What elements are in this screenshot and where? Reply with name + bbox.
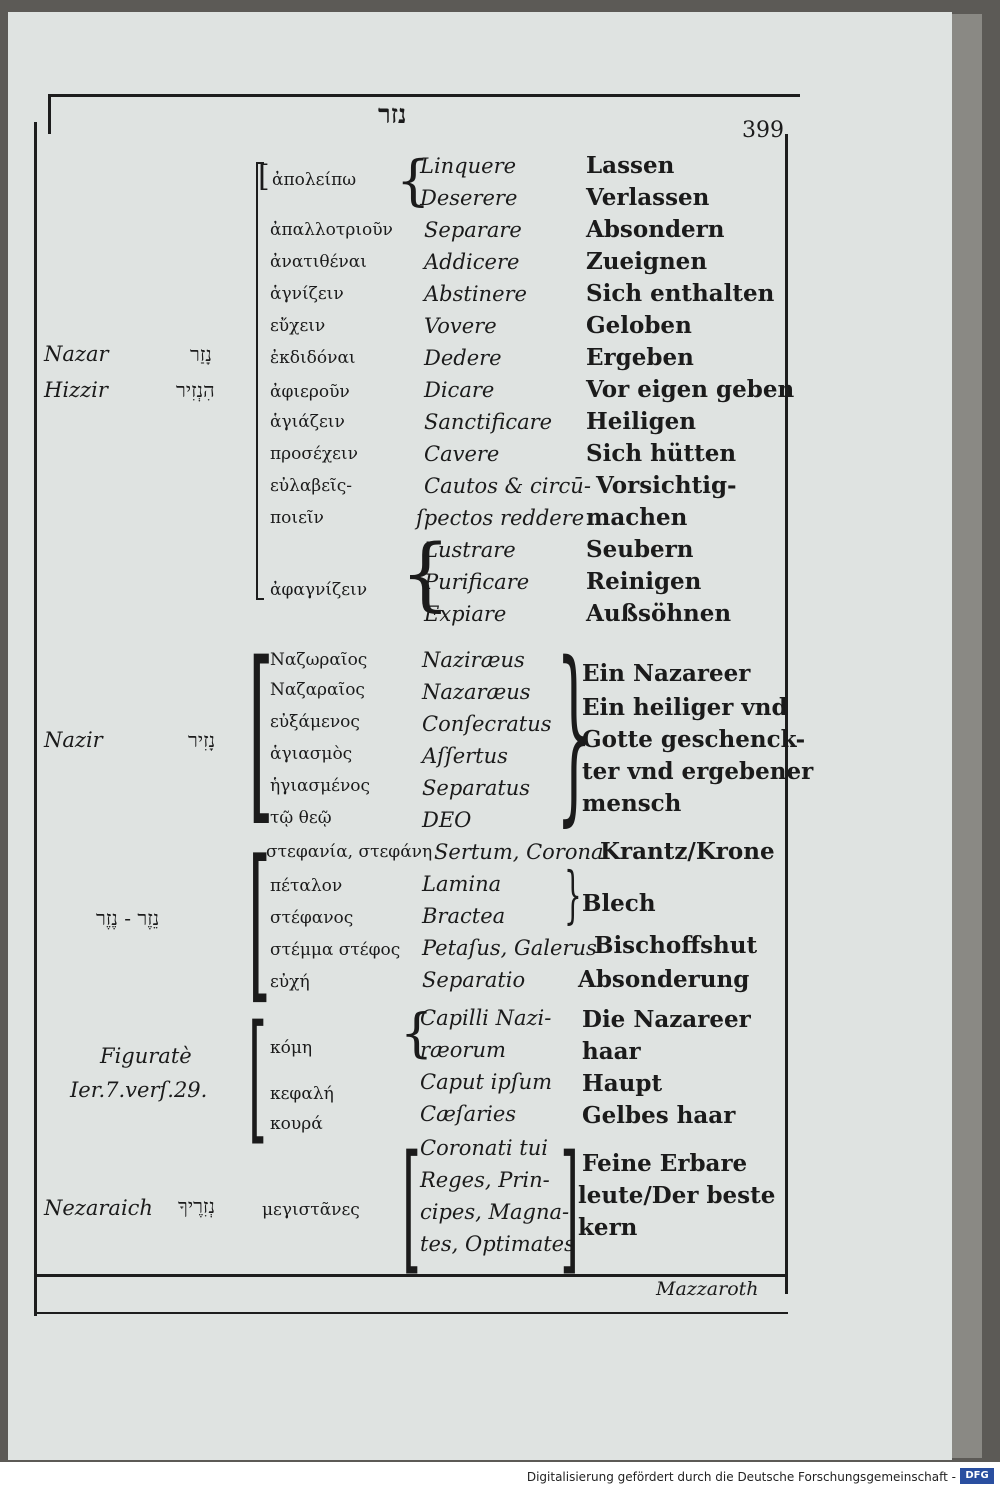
block3-hebrew: נֵזֶר - נֶזֶר [96, 906, 160, 930]
greek-word: Ναζωραῖος [270, 650, 368, 670]
greek-word: πέταλον [270, 876, 343, 896]
latin-word: Caput ipſum [420, 1070, 553, 1094]
german-word: Ergeben [586, 344, 694, 371]
block1-bracket-greek: [ [258, 159, 270, 194]
latin-word: Capilli Nazi- [420, 1006, 552, 1030]
latin-word: ſpectos reddere [416, 506, 585, 530]
greek-word: κεφαλή [270, 1084, 334, 1104]
german-word: machen [586, 504, 688, 531]
digitization-footer [0, 1462, 1000, 1492]
german-word: Bischoffshut [594, 932, 758, 959]
greek-word: προσέχειν [270, 444, 358, 464]
latin-word: Conſecratus [422, 712, 552, 736]
german-word: Krantz/Krone [600, 838, 775, 865]
german-word: Vorsichtig- [596, 472, 737, 499]
latin-word: Cavere [424, 442, 500, 466]
brace-right: } [564, 858, 582, 931]
latin-word: Sanctificare [424, 410, 553, 434]
latin-word: Sertum, Corona [434, 840, 604, 864]
funding-credit: Digitalisierung gefördert durch die Deutsche Forschungsgemeinschaft - [526, 1470, 956, 1484]
latin-word: Reges, Prin- [420, 1168, 550, 1192]
brace-left: { [400, 1004, 434, 1064]
latin-word: tes, Optimates [420, 1232, 575, 1256]
greek-word: ἀνατιθέναι [270, 252, 367, 272]
german-word: Blech [582, 890, 656, 917]
greek-word: ἐκδιδόναι [270, 348, 356, 368]
german-word: Reinigen [586, 568, 702, 595]
greek-word: εὐχή [270, 972, 310, 992]
footer-frame-rule [34, 1312, 788, 1314]
greek-word: ἀφαγνίζειν [270, 580, 368, 600]
left-frame-rule [34, 122, 37, 1316]
block2-left-term: Nazir [44, 728, 103, 752]
block3-bracket: [ [248, 824, 271, 1020]
greek-word: ἀπολείπω [272, 170, 357, 190]
latin-word: Cæſaries [420, 1102, 517, 1126]
greek-word: τῷ θεῷ [270, 808, 332, 828]
german-word: Ein Nazareer [582, 660, 751, 687]
german-word: Lassen [586, 152, 675, 179]
greek-word: εὔχειν [270, 316, 326, 336]
greek-word: στέμμα στέφος [270, 940, 401, 960]
german-word: Vor eigen geben [586, 376, 795, 403]
greek-word: ἀφιεροῦν [270, 382, 350, 402]
block1-bracket-bottom [256, 598, 264, 600]
german-word: Absondern [586, 216, 725, 243]
latin-word: Naziræus [422, 648, 525, 672]
block2-bracket: [ [248, 622, 274, 843]
latin-word: Expiare [424, 602, 507, 626]
german-word: Sich hütten [586, 440, 737, 467]
latin-word: Separatio [422, 968, 526, 992]
top-rule [48, 94, 800, 97]
latin-word: Deserere [420, 186, 518, 210]
greek-word: Ναζαραῖος [270, 680, 365, 700]
latin-word: Abstinere [424, 282, 527, 306]
block4-left-term: Figuratè [100, 1044, 192, 1068]
greek-word: κουρά [270, 1114, 323, 1134]
latin-word: Bractea [422, 904, 506, 928]
german-word: ter vnd ergebener [582, 758, 814, 785]
greek-word: ἁγιασμὸς [270, 744, 353, 764]
latin-word: Coronati tui [420, 1136, 548, 1160]
top-rule-left-tick [48, 94, 51, 134]
german-word: Absonderung [578, 966, 750, 993]
brace-right: } [556, 622, 593, 843]
greek-word: στεφανία, στεφάνη [266, 842, 433, 862]
german-word: Geloben [586, 312, 692, 339]
german-word: Die Nazareer [582, 1006, 751, 1033]
greek-word: κόμη [270, 1038, 313, 1058]
page-number: 399 [742, 118, 784, 143]
latin-word: ræorum [420, 1038, 506, 1062]
block5-left-term: Nezaraich [44, 1196, 153, 1220]
block1-hebrew: הִנְזִיר [176, 378, 215, 402]
running-head-hebrew: נזר [378, 100, 407, 130]
page-edge [952, 14, 982, 1458]
german-word: Haupt [582, 1070, 663, 1097]
block1-bracket [256, 162, 258, 600]
block5-hebrew: נְזִרֶיךָ [178, 1194, 215, 1218]
latin-word: Vovere [424, 314, 497, 338]
latin-word: Separatus [422, 776, 531, 800]
block4-left-term: Ier.7.verſ.29. [70, 1078, 208, 1102]
brace-left: [ [402, 1126, 422, 1289]
german-word: Gelbes haar [582, 1102, 736, 1129]
german-word: Außsöhnen [586, 600, 732, 627]
greek-word: εὐλαβεῖς- [270, 476, 352, 496]
latin-word: Cautos & circū- [424, 474, 591, 498]
latin-word: DEO [422, 808, 472, 832]
latin-word: Lustrare [424, 538, 516, 562]
latin-word: Dicare [424, 378, 495, 402]
greek-word: ἡγιασμένος [270, 776, 371, 796]
german-word: Seubern [586, 536, 694, 563]
latin-word: cipes, Magna- [420, 1200, 570, 1224]
german-word: Gotte geschenck- [582, 726, 806, 753]
greek-word: ποιεῖν [270, 508, 324, 528]
latin-word: Nazaræus [422, 680, 531, 704]
brace-left: { [400, 527, 451, 620]
greek-word: ἁγνίζειν [270, 284, 344, 304]
latin-word: Aſſertus [422, 744, 508, 768]
dfg-logo: DFG [960, 1468, 994, 1484]
german-word: Ein heiliger vnd [582, 694, 788, 721]
block4-bracket: [ [248, 996, 268, 1159]
catchword: Mazzaroth [656, 1278, 759, 1300]
block1-left-term: Hizzir [44, 378, 108, 402]
latin-word: Purificare [424, 570, 530, 594]
latin-word: Separare [424, 218, 522, 242]
latin-word: Petaſus, Galerus [422, 936, 597, 960]
german-word: kern [578, 1214, 638, 1241]
german-word: Heiligen [586, 408, 697, 435]
block1-hebrew: נָזַר [190, 342, 212, 366]
block2-hebrew: נָזִיר [188, 728, 216, 752]
brace-left: { [396, 149, 431, 212]
latin-word: Dedere [424, 346, 502, 370]
brace-right: ] [560, 1126, 580, 1289]
german-word: Zueignen [586, 248, 708, 275]
block1-left-term: Nazar [44, 342, 109, 366]
german-word: mensch [582, 790, 682, 817]
book-page [8, 12, 952, 1460]
latin-word: Addicere [424, 250, 520, 274]
german-word: Feine Erbare [582, 1150, 748, 1177]
german-word: Sich enthalten [586, 280, 775, 307]
greek-word: μεγιστᾶνες [262, 1200, 360, 1220]
greek-word: ἀπαλλοτριοῦν [270, 220, 393, 240]
latin-word: Lamina [422, 872, 502, 896]
latin-word: Linquere [420, 154, 517, 178]
greek-word: στέφανος [270, 908, 354, 928]
german-word: leute/Der beste [578, 1182, 776, 1209]
german-word: haar [582, 1038, 641, 1065]
greek-word: εὐξάμενος [270, 712, 360, 732]
greek-word: ἁγιάζειν [270, 412, 345, 432]
german-word: Verlassen [586, 184, 710, 211]
